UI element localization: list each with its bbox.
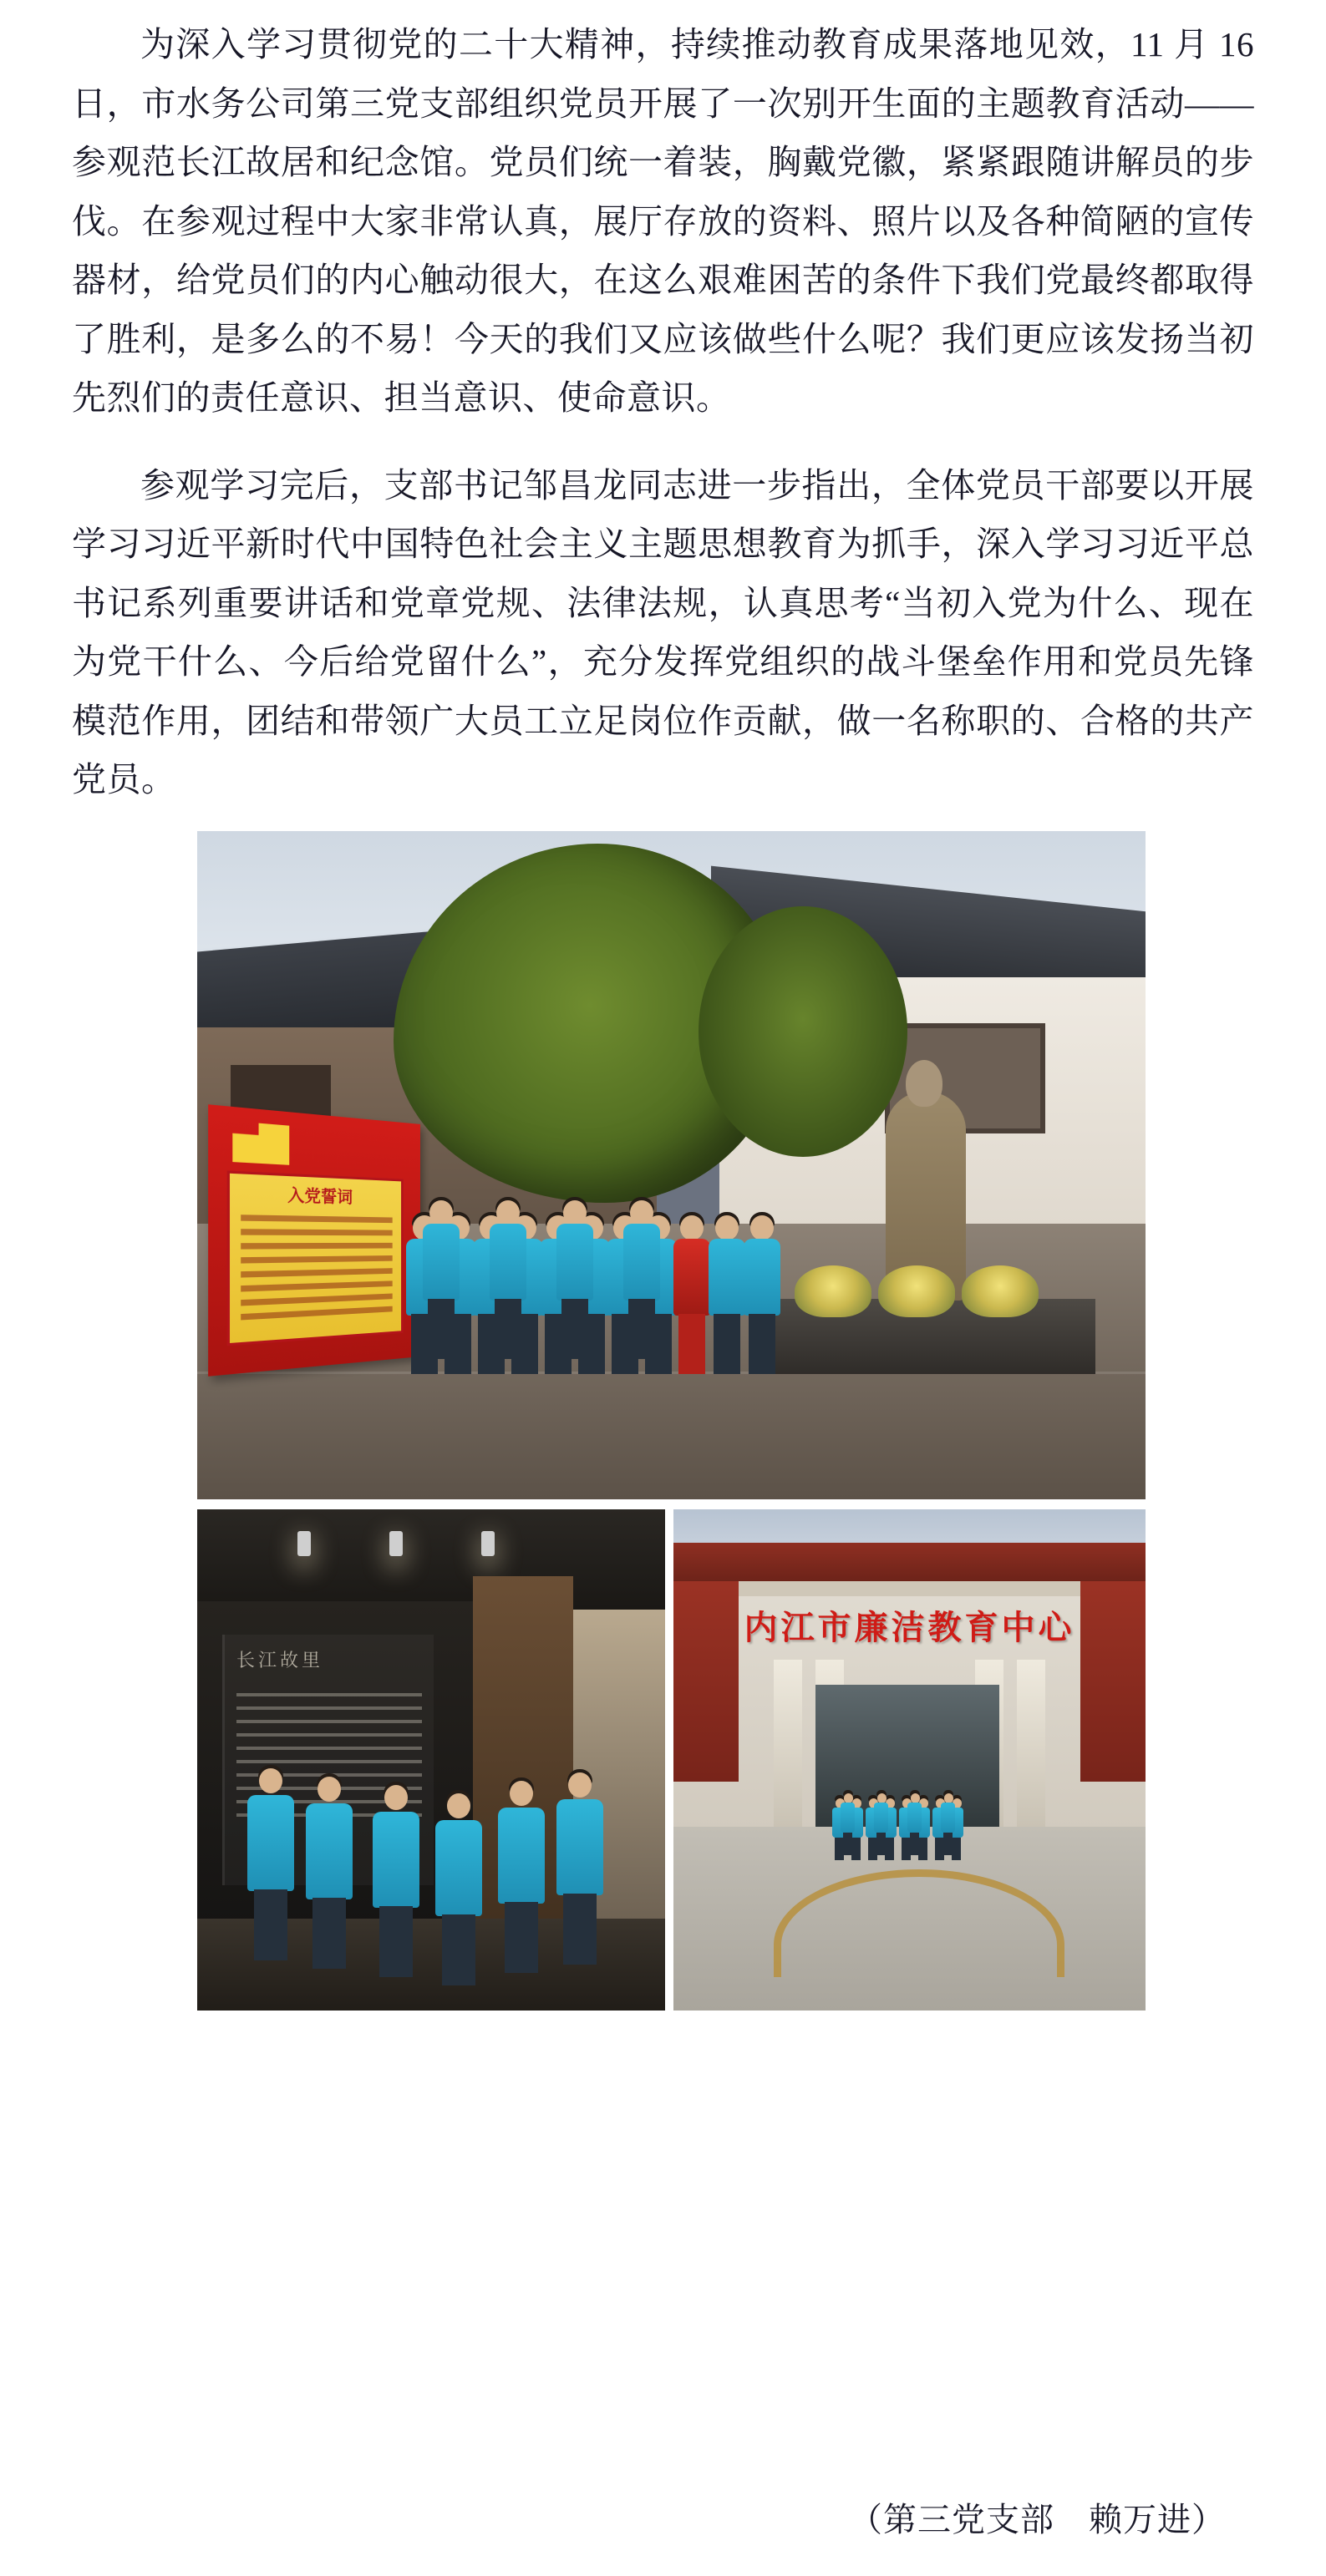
- person: [247, 1768, 294, 1960]
- document-signature: （第三党支部 赖万进）: [849, 2501, 1226, 2538]
- cornice: [673, 1581, 1146, 1596]
- visitors-group-outdoor: [832, 1785, 991, 1860]
- person: [709, 1215, 745, 1374]
- person: [435, 1793, 482, 1985]
- paragraph-2: 参观学习完后，支部书记邹昌龙同志进一步指出，全体党员干部要以开展学习习近平新时代中国特色社会主义主题思想教育为抓手，深入学习习近平总书记系列重要讲话和党章党规、法律法规，认真思考“当初入党为什么、现在为党干什么、今后给党留什么”，充分发挥党组织的战斗堡垒作用和党员先锋模范作用，团结和带领广大员工立足岗位作贡献，做一名称职的、合格的共产党员。: [72, 465, 1254, 799]
- education-center-photo: [673, 1509, 1146, 2011]
- photo-gallery: [197, 831, 1146, 2011]
- person: [874, 1793, 888, 1855]
- person: [744, 1215, 780, 1374]
- exhibit-panel-title: 长江故里: [236, 1650, 324, 1671]
- oath-banner: [208, 1104, 420, 1377]
- person: [373, 1785, 419, 1977]
- tree-small: [699, 906, 907, 1157]
- column: [1017, 1660, 1045, 1827]
- visitors-group: [247, 1743, 640, 1960]
- spotlight-icon: [481, 1531, 495, 1556]
- paragraph-1: 为深入学习贯彻党的二十大精神，持续推动教育成果落地见效，11 月 16 日，市水务公司第三党支部组织党员开展了一次别开生面的主题教育活动——参观范长江故居和纪念馆。党员们统一着装，胸戴党徽，紧紧跟随讲解员的步伐。在参观过程中大家非常认真，展厅存放的资料、照片以及各种简陋的宣传器材，给党员们的内心触动很大，在这么艰难困苦的条件下我们党最终都取得了胜利，是多么的不易！今天的我们又应该做些什么呢？我们更应该发扬当初先烈们的责任意识、担当意识、使命意识。: [72, 25, 1254, 418]
- person: [907, 1793, 922, 1855]
- party-emblem-icon: [232, 1121, 289, 1165]
- hall-ceiling: [197, 1509, 665, 1610]
- oath-card-text: [241, 1214, 392, 1328]
- oath-card: [227, 1170, 404, 1346]
- statue-head: [906, 1060, 942, 1107]
- flower-basket: [878, 1265, 955, 1317]
- person: [841, 1793, 855, 1855]
- flower-basket: [962, 1265, 1039, 1317]
- person: [490, 1200, 526, 1359]
- column: [774, 1660, 802, 1827]
- building-sign-text: 内江市廉洁教育中心: [744, 1608, 1075, 1647]
- photo-row-bottom: [197, 1509, 1146, 2011]
- person-red-coat: [673, 1215, 710, 1374]
- person: [556, 1772, 603, 1965]
- group-photo-memorial: [197, 831, 1146, 1499]
- person: [556, 1200, 593, 1359]
- person: [498, 1781, 545, 1973]
- exhibition-hall-photo: [197, 1509, 665, 2011]
- person: [623, 1200, 660, 1359]
- spotlight-icon: [389, 1531, 403, 1556]
- roof-band: [673, 1543, 1146, 1581]
- person: [306, 1777, 353, 1969]
- spotlight-icon: [297, 1531, 311, 1556]
- person: [941, 1793, 955, 1855]
- party-members-group: [406, 1123, 807, 1374]
- oath-card-title: 入党誓词: [287, 1184, 353, 1207]
- flower-baskets: [795, 1259, 1045, 1317]
- person: [423, 1200, 460, 1359]
